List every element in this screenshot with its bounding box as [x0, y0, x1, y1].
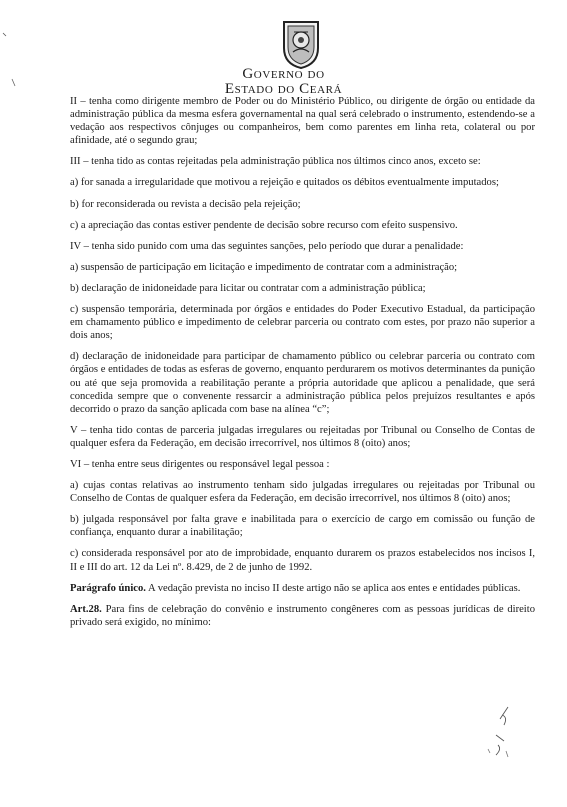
scan-speck [2, 32, 10, 40]
paragraph-inciso-iv: IV – tenha sido punido com uma das seguintes sanções, pelo período que durar a penalidade: [70, 240, 464, 252]
paragraph-alinea-b: b) julgada responsável por falta grave e inabilitada para o exercício de cargo em comissão ou função de confiança, enquanto durar a inabilitação; [70, 514, 535, 539]
art-28-text: Para fins de celebração do convênio e instrumento congêneres com as pessoas jurídicas de direito privado será exigido, no mínimo: [70, 603, 535, 628]
paragraph-inciso-ii: II – tenha como dirigente membro de Poder ou do Ministério Público, ou dirigente de órgão ou entidade da administração pública da mesma esfera governamental na qual será celebrado o instrumento, estendendo-se a vedação aos respectivos cônjuges ou companheiros, bem como parentes em linha reta, colateral ou por afinidade, até o segundo grau; [70, 96, 535, 147]
state-seal-icon [280, 18, 322, 70]
paragraph-alinea-d: d) declaração de inidoneidade para participar de chamamento público ou celebrar parceria ou contrato com órgãos e entidades de todas as esferas de governo, enquanto perdurarem os motivos determinantes da punição ou até que seja promovida a reabilitação perante a própria autoridade que aplicou a penalidade, que será concedida sempre que o convenente ressarcir a administração pública pelos prejuízos resultantes e após decorrido o prazo da sanção aplicada com base na alínea “c”; [70, 351, 535, 415]
header-estado: Estado do Ceará [224, 81, 343, 97]
paragrafo-unico-text: A vedação prevista no inciso II deste artigo não se aplica aos entes e entidades públicas. [145, 582, 521, 594]
handwritten-mark [478, 705, 518, 765]
paragraph-inciso-v: V – tenha tido contas de parceria julgadas irregulares ou rejeitadas por Tribunal ou Conselho de Contas de qualquer esfera da Federação, em decisão irrecorrível, nos últimos 8 (oito) anos; [70, 424, 535, 449]
paragraph-alinea-a: a) cujas contas relativas ao instrumento tenham sido julgadas irregulares ou rejeitadas por Tribunal ou Conselho de Contas de qualquer esfera da Federação, em decisão irrecorrível, nos últimos 8 (oito) anos; [70, 480, 535, 505]
paragraph-alinea-a: a) for sanada a irregularidade que motivou a rejeição e quitados os débitos eventualmente imputados; [70, 177, 499, 189]
header-governo: Governo do [242, 66, 325, 82]
paragraph-alinea-a: a) suspensão de participação em licitação e impedimento de contratar com a administração; [70, 261, 458, 273]
paragraph-inciso-iii: III – tenha tido as contas rejeitadas pela administração pública nos últimos cinco anos, exceto se: [70, 156, 481, 168]
paragraph-art-28 [70, 603, 535, 629]
document-body [70, 95, 535, 637]
art-28-label: Art.28. [70, 603, 102, 615]
paragraph-alinea-c: c) considerada responsável por ato de improbidade, enquanto durarem os prazos estabelecidos nos incisos I, II e III do art. 12 da Lei nº. 8.429, de 2 de junho de 1992. [70, 548, 535, 573]
paragraph-alinea-c: c) a apreciação das contas estiver pendente de decisão sobre recurso com efeito suspensivo. [70, 219, 458, 231]
paragraph-alinea-b: b) declaração de inidoneidade para licitar ou contratar com a administração pública; [70, 282, 426, 294]
paragraph-alinea-c: c) suspensão temporária, determinada por órgãos e entidades do Poder Executivo Estadual, da participação em chamamento público e impedimento de celebrar parceria ou contrato com estes, por prazo não superior a dois anos; [70, 304, 535, 342]
paragraph-alinea-b: b) for reconsiderada ou revista a decisão pela rejeição; [70, 198, 301, 210]
paragraph-inciso-vi: VI – tenha entre seus dirigentes ou responsável legal pessoa : [70, 458, 330, 470]
paragraph-paragrafo-unico [70, 582, 535, 595]
paragrafo-unico-label: Parágrafo único. [70, 582, 146, 594]
